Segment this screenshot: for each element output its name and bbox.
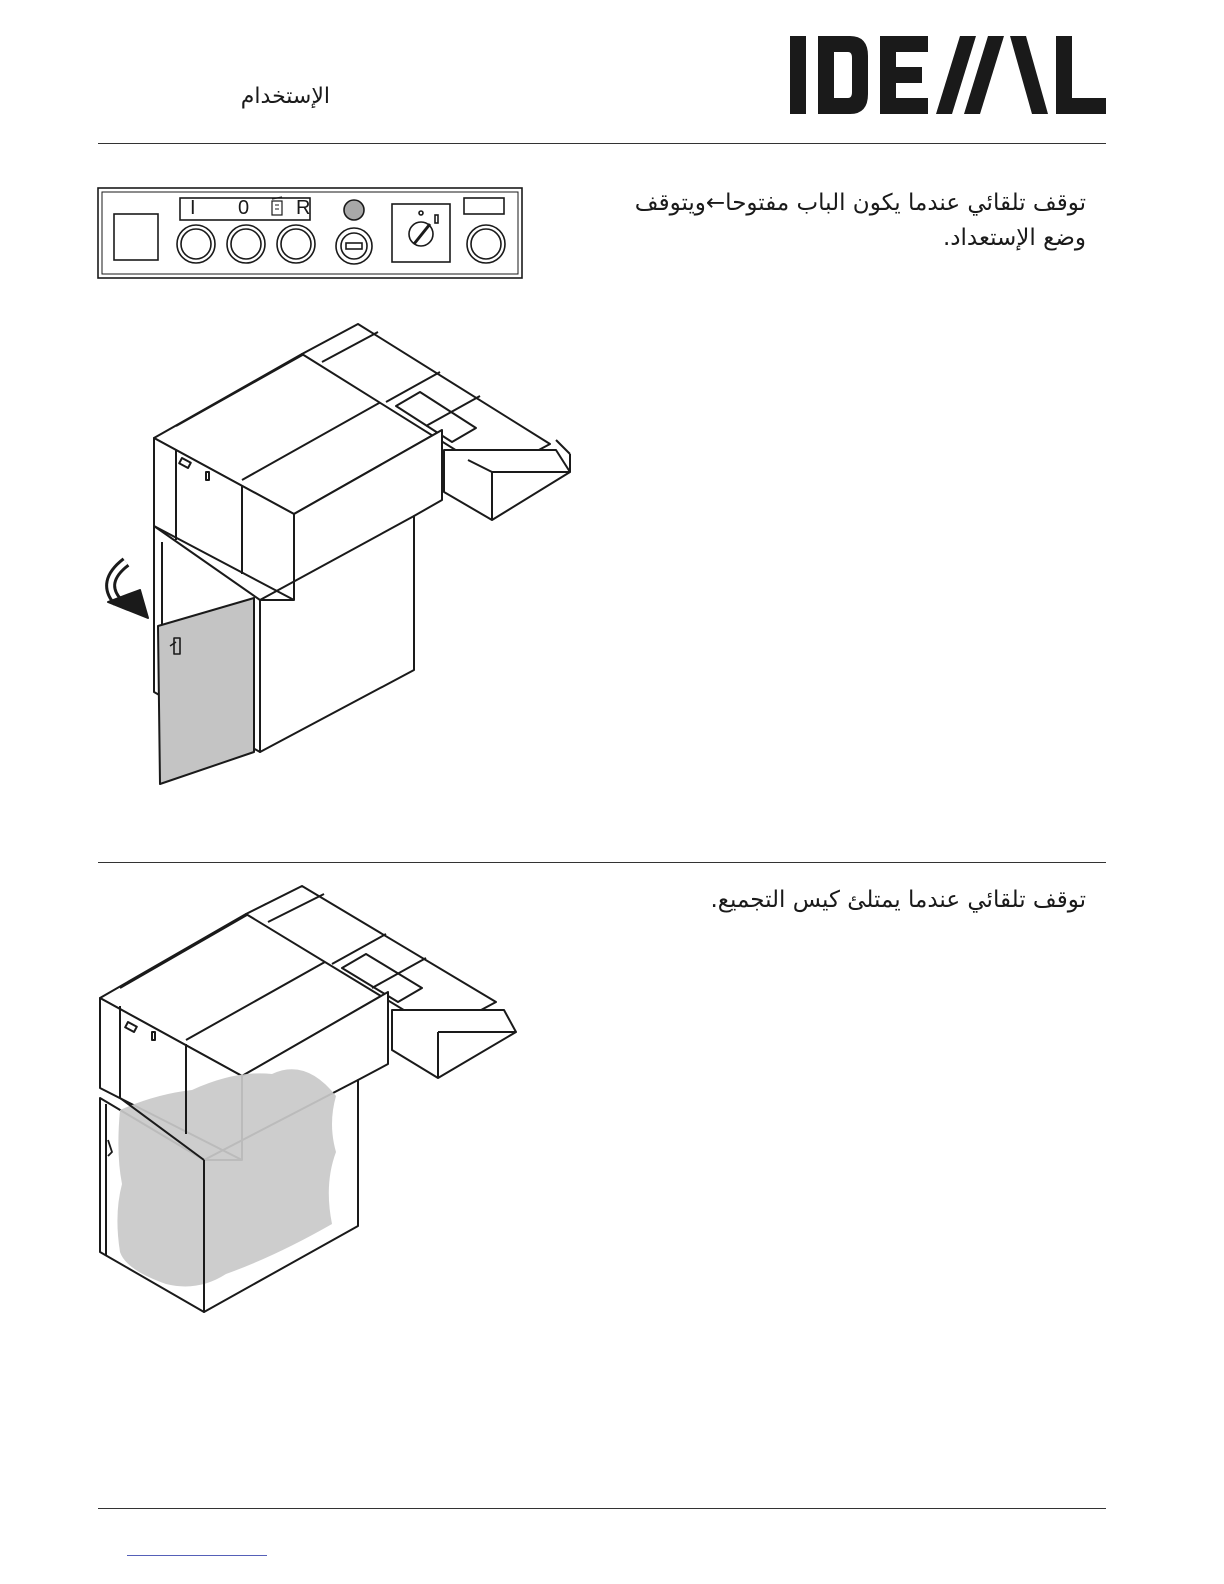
shredder-door-open-illustration — [96, 320, 586, 794]
control-panel — [96, 186, 526, 286]
header-divider — [98, 143, 1106, 144]
footer-divider — [98, 1508, 1106, 1509]
indicator-label-reverse: R — [296, 197, 311, 219]
section-title: الإستخدام — [240, 84, 330, 109]
section-divider — [98, 862, 1106, 863]
instruction-bag-full — [610, 883, 1086, 918]
indicator-label-off: 0 — [238, 197, 250, 219]
instruction-door-open — [610, 186, 1086, 256]
ideal-logo — [788, 34, 1108, 120]
indicator-label-on: I — [190, 197, 196, 219]
instruction-door-open-line2: وضع الإستعداد. — [942, 225, 1086, 251]
footer-link-underline — [127, 1555, 267, 1556]
instruction-door-open-line1: توقف تلقائي عندما يكون الباب مفتوحا←ويتوقف — [634, 190, 1086, 216]
shredder-bag-full-illustration — [96, 884, 526, 1318]
instruction-bag-full-line1: توقف تلقائي عندما يمتلئ كيس التجميع. — [710, 887, 1086, 913]
